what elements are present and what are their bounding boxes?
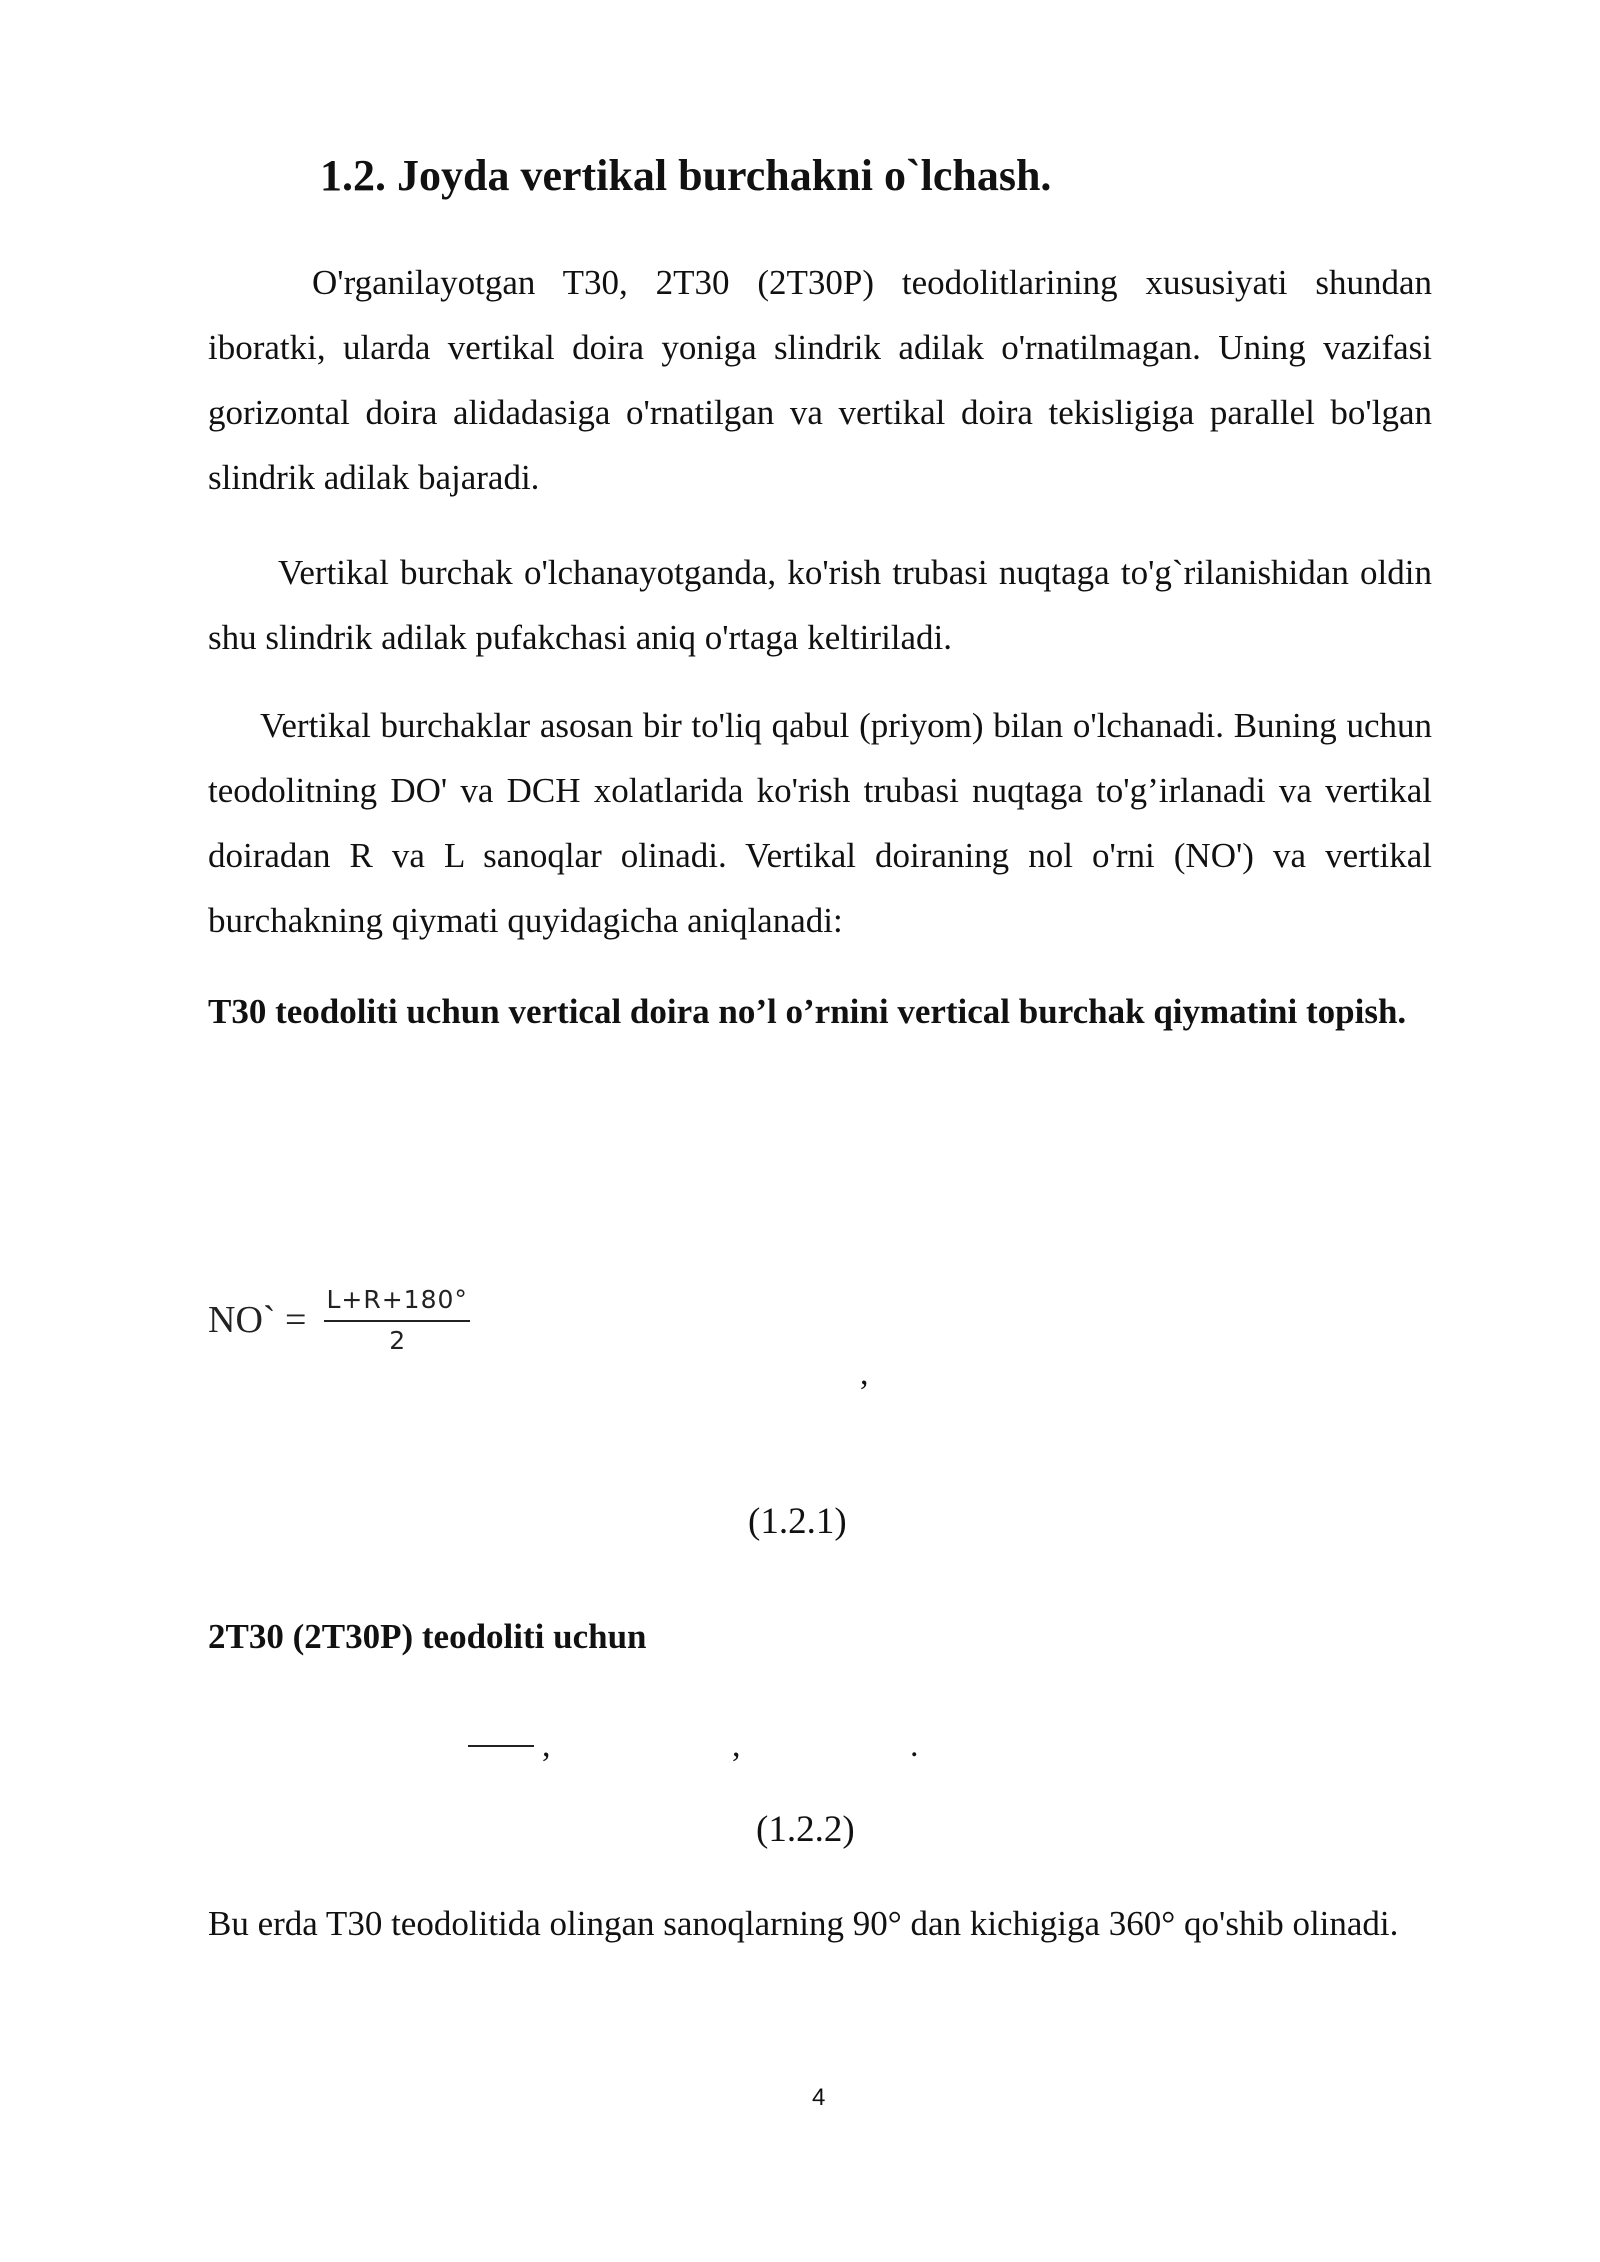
paragraph-t30-heading: T30 teodoliti uchun vertical doira no’l o’rnini vertical burchak qiymatini topish. bbox=[208, 992, 1407, 1031]
subheading-2t30: 2T30 (2T30P) teodoliti uchun bbox=[208, 1617, 647, 1656]
equation-number-1: (1.2.1) bbox=[748, 1501, 847, 1542]
formula-trailing-comma: , bbox=[860, 1355, 869, 1392]
formula-2-separator-1: , bbox=[542, 1727, 551, 1764]
equation-number-2: (1.2.2) bbox=[756, 1809, 855, 1850]
formula-numerator: L+R+180° bbox=[324, 1285, 469, 1322]
paragraph-measurement: Vertikal burchaklar asosan bir to'liq qabul (priyom) bilan o'lchanadi. Buning uchun teodolitning DO' va DCH xolatlarida ko'rish trubasi nuqtaga to'g’irlanadi va vertikal doiradan R va L sanoqlar olinadi. Vertikal doiraning nol o'rni (NO') va vertikal burchakning qiymati quyidagicha aniqlanadi: bbox=[208, 706, 1432, 940]
formula-2-fraction-line bbox=[468, 1745, 534, 1747]
paragraph-note: Bu erda T30 teodolitida olingan sanoqlarning 90° dan kichigiga 360° qo'shib olinadi. bbox=[208, 1904, 1399, 1943]
formula-2-end-period: . bbox=[910, 1727, 919, 1764]
formula-denominator: 2 bbox=[389, 1326, 406, 1355]
page-number: 4 bbox=[812, 2084, 826, 2111]
paragraph-intro: O'rganilayotgan T30, 2T30 (2T30P) teodolitlarining xususiyati shundan iboratki, ularda vertikal doira yoniga slindrik adilak o'rnatilmagan. Uning vazifasi gorizontal doira alidadasiga o'rnatilgan va vertikal doira tekisligiga parallel bo'lgan slindrik adilak bajaradi. bbox=[208, 263, 1432, 497]
formula-lhs: NO` = bbox=[208, 1299, 307, 1341]
formula-zero-place bbox=[208, 1285, 470, 1355]
section-heading: 1.2. Joyda vertikal burchakni o`lchash. bbox=[320, 151, 1052, 200]
formula-fraction bbox=[324, 1285, 469, 1355]
formula-2-separator-2: , bbox=[732, 1727, 741, 1764]
paragraph-leveling: Vertikal burchak o'lchanayotganda, ko'rish trubasi nuqtaga to'g`rilanishidan oldin shu slindrik adilak pufakchasi aniq o'rtaga keltiriladi. bbox=[208, 553, 1432, 657]
